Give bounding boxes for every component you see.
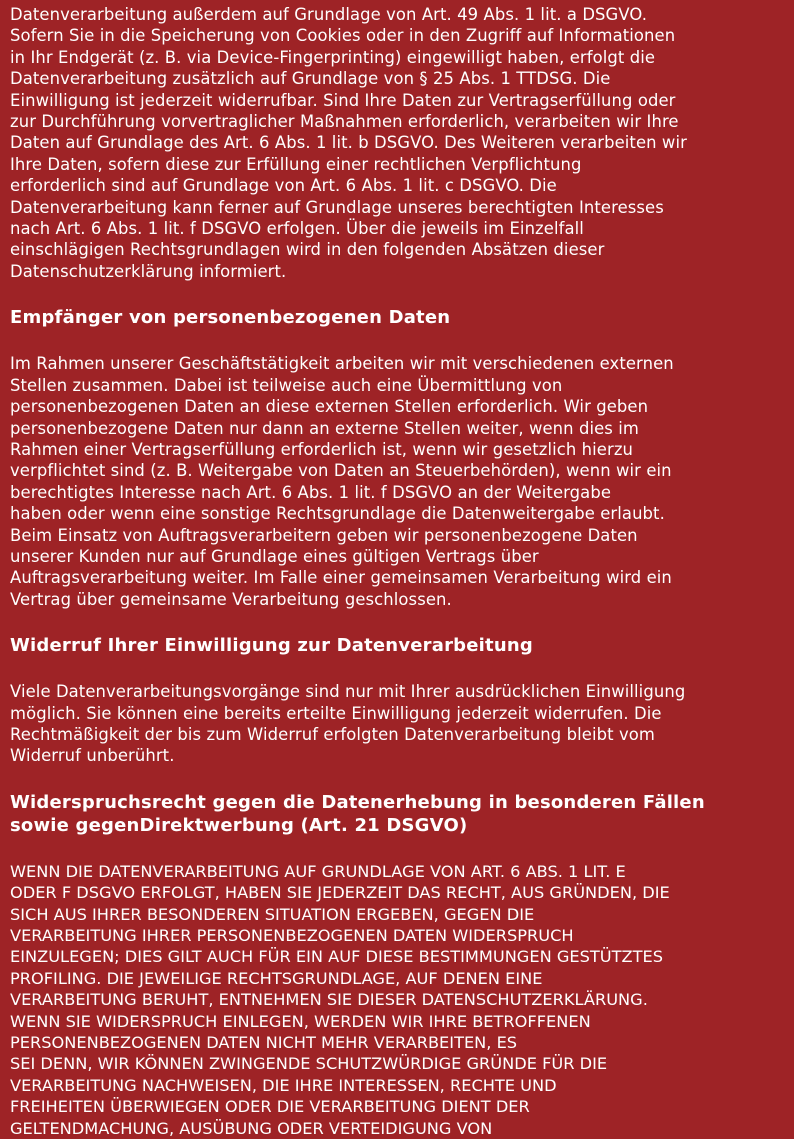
text-line: SICH AUS IHRER BESONDEREN SITUATION ERGEBEN, GEGEN DIE (10, 904, 535, 924)
text-line: Auftragsverarbeitung weiter. Im Falle einer gemeinsamen Verarbeitung wird ein (10, 568, 672, 588)
text-line: ODER F DSGVO ERFOLGT, HABEN SIE JEDERZEIT DAS RECHT, AUS GRÜNDEN, DIE (10, 883, 670, 903)
text-line: haben oder wenn eine sonstige Rechtsgrundlage die Datenweitergabe erlaubt. (10, 504, 665, 524)
text-line: Vertrag über gemeinsame Verarbeitung geschlossen. (10, 589, 452, 609)
objection-heading (10, 791, 794, 837)
text-line: Widerruf Ihrer Einwilligung zur Datenverarbeitung (10, 635, 533, 657)
text-line: WENN DIE DATENVERARBEITUNG AUF GRUNDLAGE VON ART. 6 ABS. 1 LIT. E (10, 861, 626, 881)
text-line: WENN SIE WIDERSPRUCH EINLEGEN, WERDEN WIR IHRE BETROFFENEN (10, 1011, 591, 1031)
text-line: EINZULEGEN; DIES GILT AUCH FÜR EIN AUF DIESE BESTIMMUNGEN GESTÜTZTES (10, 947, 663, 967)
text-line: PROFILING. DIE JEWEILIGE RECHTSGRUNDLAGE, AUF DENEN EINE (10, 968, 543, 988)
text-line: VERARBEITUNG BERUHT, ENTNEHMEN SIE DIESER DATENSCHUTZERKLÄRUNG. (10, 990, 648, 1010)
revocation-heading (10, 634, 794, 657)
text-line: Sofern Sie in die Speicherung von Cookies oder in den Zugriff auf Informationen (10, 26, 676, 46)
text-line: Empfänger von personenbezogenen Daten (10, 307, 451, 329)
text-line: PERSONENBEZOGENEN DATEN NICHT MEHR VERARBEITEN, ES (10, 1033, 518, 1053)
text-line: Widerruf unberührt. (10, 746, 175, 766)
text-line: unserer Kunden nur auf Grundlage eines gültigen Vertrags über (10, 546, 539, 566)
text-line: Daten auf Grundlage des Art. 6 Abs. 1 lit. b DSGVO. Des Weiteren verarbeiten wir (10, 133, 687, 153)
text-line: verpflichtet sind (z. B. Weitergabe von Daten an Steuerbehörden), wenn wir ein (10, 461, 672, 481)
recipients-heading (10, 306, 794, 329)
text-line: einschlägigen Rechtsgrundlagen wird in den folgenden Absätzen dieser (10, 240, 605, 260)
text-line: Rechtmäßigkeit der bis zum Widerruf erfolgten Datenverarbeitung bleibt vom (10, 724, 655, 744)
text-line: Rahmen einer Vertragserfüllung erforderlich ist, wenn wir gesetzlich hierzu (10, 439, 634, 459)
text-line: Datenverarbeitung kann ferner auf Grundlage unseres berechtigten Interesses (10, 197, 664, 217)
text-line: zur Durchführung vorvertraglicher Maßnahmen erforderlich, verarbeiten wir Ihre (10, 112, 679, 132)
text-line: Im Rahmen unserer Geschäftstätigkeit arbeiten wir mit verschiedenen externen (10, 354, 674, 374)
text-line: Widerspruchsrecht gegen die Datenerhebung in besonderen Fällen (10, 791, 705, 813)
legal-basis-paragraph (10, 4, 794, 282)
text-line: Datenverarbeitung zusätzlich auf Grundlage von § 25 Abs. 1 TTDSG. Die (10, 69, 611, 89)
text-line: VERARBEITUNG NACHWEISEN, DIE IHRE INTERESSEN, RECHTE UND (10, 1075, 557, 1095)
text-line: sowie gegenDirektwerbung (Art. 21 DSGVO) (10, 814, 468, 836)
text-line: GELTENDMACHUNG, AUSÜBUNG ODER VERTEIDIGUNG VON (10, 1118, 493, 1138)
text-line: Einwilligung ist jederzeit widerrufbar. Sind Ihre Daten zur Vertragserfüllung oder (10, 90, 676, 110)
text-line: VERARBEITUNG IHRER PERSONENBEZOGENEN DATEN WIDERSPRUCH (10, 926, 574, 945)
text-line: in Ihr Endgerät (z. B. via Device-Fingerprinting) eingewilligt haben, erfolgt die (10, 47, 656, 67)
recipients-paragraph (10, 353, 794, 610)
text-line: personenbezogenen Daten an diese externen Stellen erforderlich. Wir geben (10, 397, 649, 417)
text-line: berechtigtes Interesse nach Art. 6 Abs. 1 lit. f DSGVO an der Weitergabe (10, 482, 612, 502)
text-line: nach Art. 6 Abs. 1 lit. f DSGVO erfolgen. Über die jeweils im Einzelfall (10, 219, 584, 239)
text-line: erforderlich sind auf Grundlage von Art. 6 Abs. 1 lit. c DSGVO. Die (10, 176, 557, 196)
text-line: Datenschutzerklärung informiert. (10, 261, 287, 281)
text-line: Viele Datenverarbeitungsvorgänge sind nur mit Ihrer ausdrücklichen Einwilligung (10, 682, 686, 702)
text-line: personenbezogene Daten nur dann an externe Stellen weiter, wenn dies im (10, 418, 639, 438)
text-line: möglich. Sie können eine bereits erteilte Einwilligung jederzeit widerrufen. Die (10, 703, 662, 723)
objection-paragraph (10, 861, 794, 1139)
text-line: Beim Einsatz von Auftragsverarbeitern geben wir personenbezogene Daten (10, 525, 638, 545)
revocation-paragraph (10, 681, 794, 767)
text-line: FREIHEITEN ÜBERWIEGEN ODER DIE VERARBEITUNG DIENT DER (10, 1097, 530, 1117)
text-line: SEI DENN, WIR KÖNNEN ZWINGENDE SCHUTZWÜRDIGE GRÜNDE FÜR DIE (10, 1054, 608, 1074)
text-line: Stellen zusammen. Dabei ist teilweise auch eine Übermittlung von (10, 375, 563, 395)
text-line: Datenverarbeitung außerdem auf Grundlage von Art. 49 Abs. 1 lit. a DSGVO. (10, 5, 648, 24)
text-line: Ihre Daten, sofern diese zur Erfüllung einer rechtlichen Verpflichtung (10, 154, 582, 174)
